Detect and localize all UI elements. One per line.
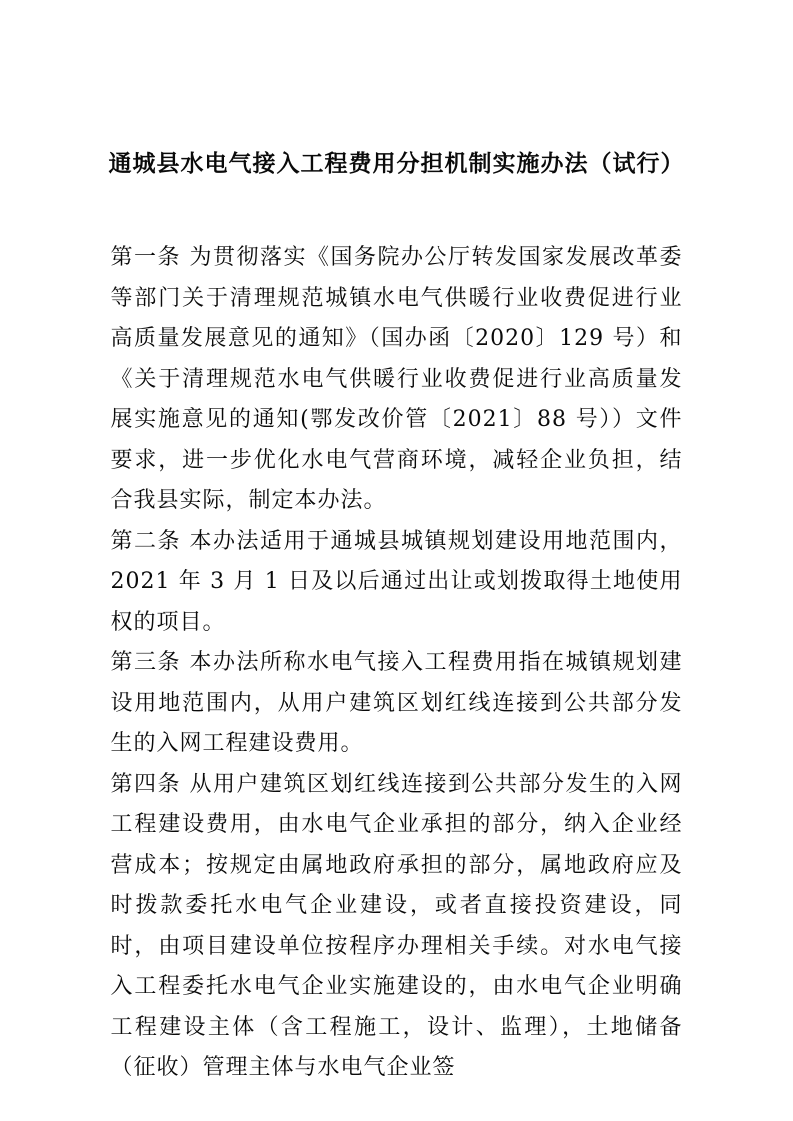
paragraph-article-2: 第二条 本办法适用于通城县城镇规划建设用地范围内，2021 年 3 月 1 日及以后通过出让或划拨取得土地使用权的项目。 [110, 528, 683, 635]
document-title: 通城县水电气接入工程费用分担机制实施办法（试行） [108, 150, 685, 177]
paragraph-article-3: 第三条 本办法所称水电气接入工程费用指在城镇规划建设用地范围内，从用户建筑区划红线连接到公共部分发生的入网工程建设费用。 [110, 650, 683, 756]
paragraph-article-4: 第四条 从用户建筑区划红线连接到公共部分发生的入网工程建设费用，由水电气企业承担的部分，纳入企业经营成本；按规定由属地政府承担的部分，属地政府应及时拨款委托水电气企业建设，或者直接投资建设，同时，由项目建设单位按程序办理相关手续。对水电气接入工程委托水电气企业实施建设的，由水电气企业明确工程建设主体（含工程施工，设计、监理），土地储备（征收）管理主体与水电气企业签 [110, 771, 683, 1080]
document-body [111, 238, 683, 1089]
paragraph-article-1: 第一条 为贯彻落实《国务院办公厅转发国家发展改革委等部门关于清理规范城镇水电气供暖行业收费促进行业高质量发展意见的通知》（国办函〔2020〕129 号）和《关于清理规范水电气供暖行业收费促进行业高质量发展实施意见的通知(鄂发改价管〔2021〕88 号））文件要求，进一步优化水电气营商环境，减轻企业负担，结合我县实际，制定本办法。 [110, 245, 683, 513]
